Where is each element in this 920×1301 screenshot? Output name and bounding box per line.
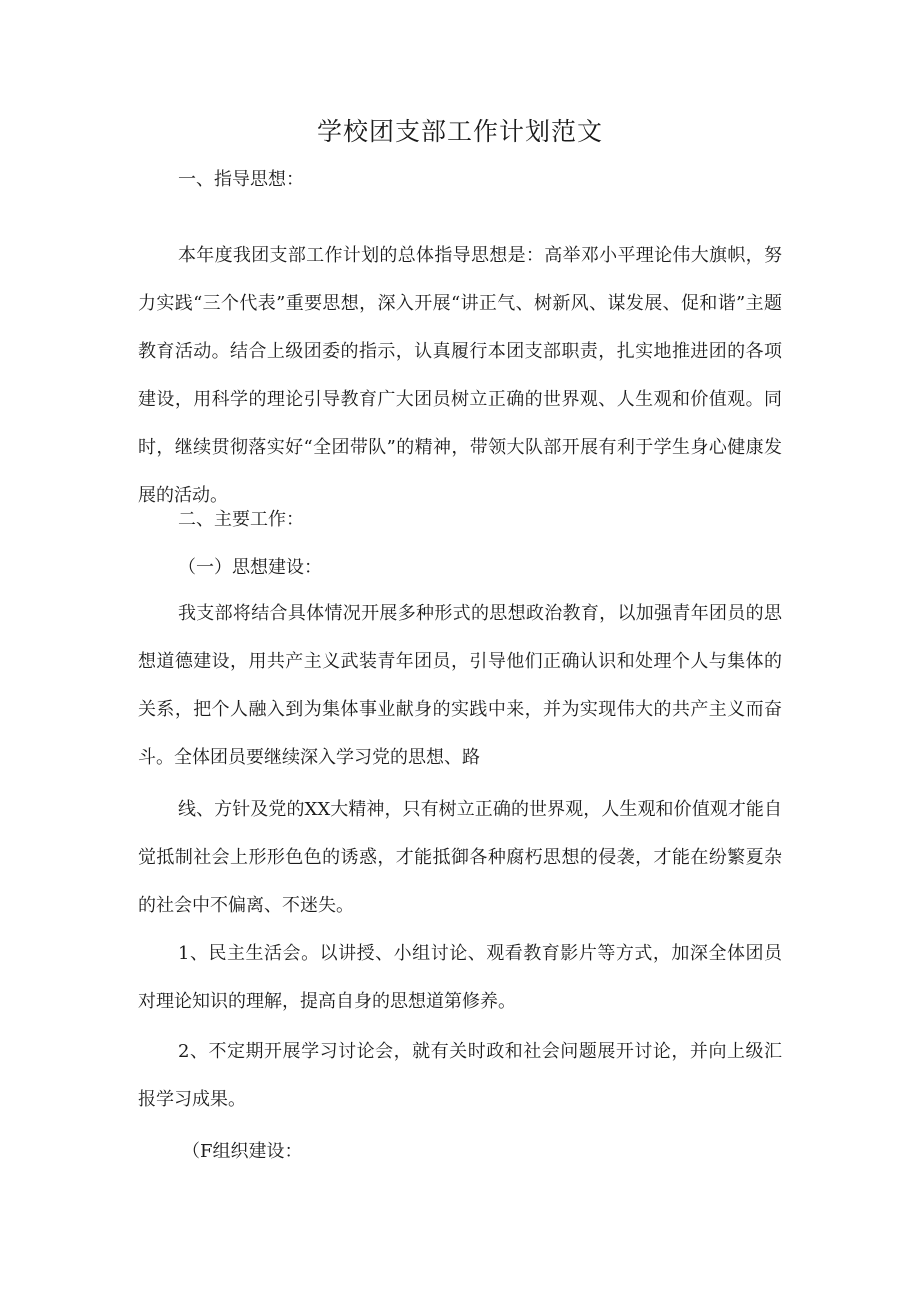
subsection-heading-ideology: （一）思想建设： [178,557,322,578]
subsection-heading-organization: （F组织建设： [182,1141,303,1162]
paragraph-guiding-thought: 本年度我团支部工作计划的总体指导思想是：高举邓小平理论伟大旗帜，努力实践“三个代表”重要思想，深入开展“讲正气、树新风、谋发展、促和谐”主题教育活动。结合上级团委的指示，认真履行本团支部职责，扎实地推进团的各项建设，用科学的理论引导教育广大团员树立正确的世界观、人生观和价值观。同时，继续贯彻落实好“全团带队”的精神，带领大队部开展有利于学生身心健康发展的活动。 [138,245,782,506]
document-title: 学校团支部工作计划范文 [316,117,603,146]
paragraph-ideology-2: 线、方针及党的XX大精神，只有树立正确的世界观，人生观和价值观才能自觉抵制社会上形形色色的诱惑，才能抵御各种腐朽思想的侵袭，才能在纷繁夏杂的社会中不偏离、不迷失。 [138,799,782,916]
section-heading-main-work: 二、主要工作： [178,509,304,530]
section-heading-guiding-thought: 一、指导思想： [178,169,304,190]
list-item-democratic-life-meeting: 1、民主生活会。以讲授、小组讨论、观看教育影片等方式，加深全体团员对理论知识的理解，提高自身的思想道第修养。 [138,943,782,1012]
paragraph-ideology-1: 我支部将结合具体情况开展多种形式的思想政治教育，以加强青年团员的思想道德建设，用共产主义武装青年团员，引导他们正确认识和处理个人与集体的关系，把个人融入到为集体事业献身的实践中来，并为实现伟大的共产主义而奋斗。全体团员要继续深入学习党的思想、路 [138,603,782,768]
list-item-study-discussion: 2、不定期开展学习讨论会，就有关时政和社会问题展开讨论，并向上级汇报学习成果。 [138,1041,782,1110]
